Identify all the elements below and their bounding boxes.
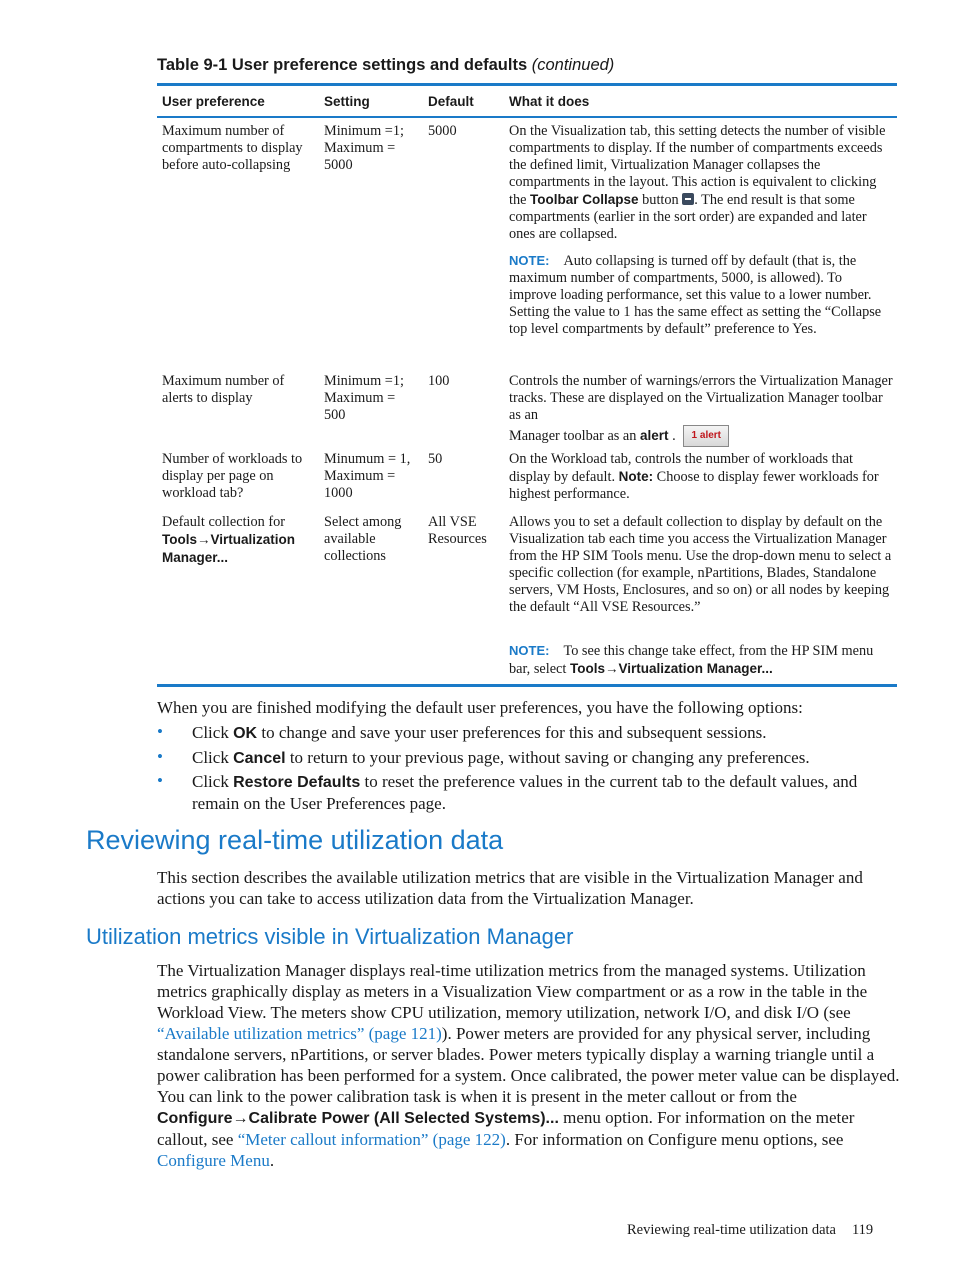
row2-setting: Minimum =1; Maximum = 500: [324, 373, 404, 423]
page-number: 119: [851, 1222, 874, 1238]
note-label: NOTE:: [509, 253, 550, 268]
row4-description: Allows you to set a default collection to display by default on the Visualization tab each time you access the Virtualization Manager from the HP SIM Tools menu. Use the drop-down menu to select a specific collection (for example, nPartitions, Blades, Standalone servers, VM Hosts, Enclosures, and so on) or all nodes by keeping the default “All VSE Resources.”: [509, 514, 892, 615]
table-caption-continued: (continued): [531, 56, 615, 74]
toolbar-collapse-label: Toolbar Collapse: [530, 192, 639, 207]
subsection-body: The Virtualization Manager displays real-time utilization metrics from the managed systems. Utilization metrics graphically display as meters in a Visualization View compartment or as a row in the table in the Workload View. The meters show CPU utilization, memory utilization, network I/O, and disk I/O (see “Available utilization metrics” (page 121)). Power meters are provided for any physical server, including standalone servers, nPartitions, or server blades. Power meters typically display a warning triangle until a power calibration has been performed for a system. Once calibrated, the power meter value can be displayed. You can link to the power calibration task is when it is present in the meter callout or from the Configure→Calibrate Power (All Selected Systems)... menu option. For information on the meter callout, see “Meter callout information” (page 122). For information on Configure menu options, see Configure Menu.: [157, 961, 900, 1170]
footer-section-title: Reviewing real-time utilization data: [627, 1222, 836, 1238]
table-caption-main: Table 9-1 User preference settings and defaults: [157, 56, 528, 74]
table-header-rule: [157, 116, 897, 118]
header-setting: Setting: [324, 94, 370, 109]
bullet-dot: •: [157, 747, 163, 766]
link-available-utilization-metrics[interactable]: “Available utilization metrics” (page 121): [157, 1024, 442, 1043]
section-heading: Reviewing real-time utilization data: [86, 825, 504, 855]
header-what-it-does: What it does: [509, 94, 590, 109]
link-meter-callout-information[interactable]: “Meter callout information” (page 122): [237, 1130, 506, 1149]
row3-preference: Number of workloads to display per page on workload tab?: [162, 451, 303, 501]
row1-default: 5000: [428, 123, 457, 139]
bullet-cancel: Click Cancel to return to your previous page, without saving or changing any preferences.: [192, 748, 810, 767]
section-body: This section describes the available utilization metrics that are visible in the Virtualization Manager and actions you can take to access utilization data from the Virtualization Manager.: [157, 868, 863, 908]
alert-button-image: 1 alert: [683, 425, 729, 447]
row3-default: 50: [428, 451, 443, 467]
row2-description: Controls the number of warnings/errors the Virtualization Manager tracks. These are displayed on the Virtualization Manager toolbar as an Manager toolbar as an alert . 1 alert: [509, 373, 893, 447]
row2-preference: Maximum number of alerts to display: [162, 373, 285, 406]
bullet-dot: •: [157, 771, 163, 790]
bullet-ok: Click OK to change and save your user preferences for this and subsequent sessions.: [192, 723, 767, 742]
row1-preference: Maximum number of compartments to display before auto-collapsing: [162, 123, 303, 173]
table-bottom-rule: [157, 684, 897, 687]
row1-note: NOTE: Auto collapsing is turned off by default (that is, the maximum number of compartments, 5000, is allowed). To improve loading performance, set this value to a lower number. Setting the value to 1 has the same effect as setting the “Collapse top level compartments by default” preference to Yes.: [509, 253, 882, 337]
row4-default: All VSE Resources: [428, 514, 487, 547]
header-default: Default: [428, 94, 474, 109]
page-footer: [627, 1222, 873, 1239]
row3-setting: Minumum = 1, Maximum = 1000: [324, 451, 411, 501]
table-top-rule: [157, 83, 897, 86]
row3-description: On the Workload tab, controls the number of workloads that display by default. Note: Choose to display fewer workloads for highest performance.: [509, 451, 879, 502]
bullet-dot: •: [157, 722, 163, 741]
row2-default: 100: [428, 373, 450, 389]
table-caption: [157, 56, 614, 75]
row4-setting: Select among available collections: [324, 514, 402, 564]
note-label: NOTE:: [509, 643, 550, 658]
row4-note: NOTE: To see this change take effect, from the HP SIM menu bar, select Tools→Virtualization Manager...: [509, 643, 874, 677]
row4-preference: Default collection for Tools→Virtualization Manager...: [162, 514, 296, 565]
bullet-restore-defaults: Click Restore Defaults to reset the preference values in the current tab to the default values, and remain on the User Preferences page.: [192, 772, 858, 813]
header-user-preference: User preference: [162, 94, 265, 109]
row1-setting: Minimum =1; Maximum = 5000: [324, 123, 404, 173]
alert-label: alert: [640, 428, 669, 443]
toolbar-collapse-icon: [682, 193, 694, 205]
options-intro: When you are finished modifying the default user preferences, you have the following options:: [157, 698, 803, 717]
row1-description: On the Visualization tab, this setting detects the number of visible compartments to display. If the number of compartments exceeds the defined limit, Virtualization Manager collapses the compartments in the layout. This action is equivalent to clicking the Toolbar Collapse button . The end result is that some compartments (earlier in the sort order) are expanded and later ones are collapsed.: [509, 123, 886, 242]
subsection-heading: Utilization metrics visible in Virtualization Manager: [86, 924, 574, 949]
link-configure-menu[interactable]: Configure Menu: [157, 1151, 270, 1170]
